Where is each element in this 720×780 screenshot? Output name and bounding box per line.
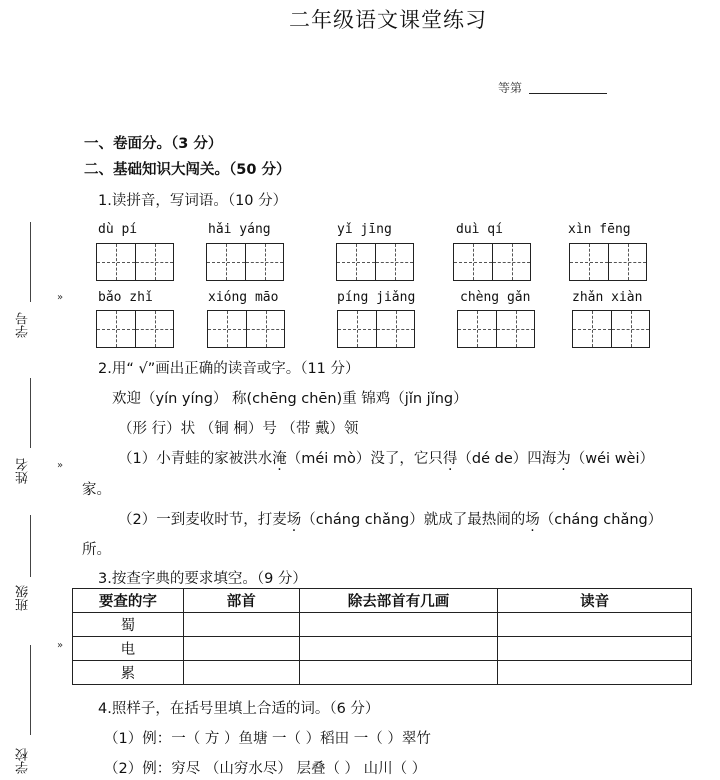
question-2-line-2[interactable]: （形 行）状 （铜 桐）号 （带 戴）领 <box>118 421 359 437</box>
answer-cell[interactable] <box>299 613 498 637</box>
margin-mark: » <box>57 640 64 651</box>
question-3-title: 3.按查字典的要求填空。（9 分） <box>98 571 307 587</box>
dotted-char: 淹 <box>272 451 287 467</box>
answer-cell[interactable] <box>183 637 299 661</box>
binding-line <box>30 378 31 448</box>
writing-grid[interactable] <box>207 310 285 348</box>
lookup-char: 蜀 <box>73 613 184 637</box>
pinyin-label: duì qí <box>456 222 503 237</box>
lookup-char: 累 <box>73 661 184 685</box>
grade-label: 等第 <box>498 81 523 95</box>
pinyin-label: xìn fēng <box>568 222 631 237</box>
column-header: 读音 <box>498 589 692 613</box>
binding-line <box>30 222 31 302</box>
margin-mark: » <box>57 460 64 471</box>
writing-grid[interactable] <box>453 243 531 281</box>
sidebar-label-school: 学校 <box>16 748 31 774</box>
item-text: （cháng chǎng）就成了最热闹的 <box>301 512 526 528</box>
dotted-char: 场 <box>286 512 302 528</box>
answer-cell[interactable] <box>498 661 692 685</box>
pinyin-label: dù pí <box>98 222 138 237</box>
question-2-item-1-continued: 家。 <box>82 482 111 498</box>
table-row <box>73 613 692 637</box>
dotted-char: 场 <box>525 512 540 528</box>
writing-grid[interactable] <box>337 310 415 348</box>
table-row <box>73 637 692 661</box>
question-2-item-2[interactable] <box>118 508 662 529</box>
dictionary-table <box>72 588 692 685</box>
item-text: （1）小青蛙的家被洪水 <box>118 451 273 467</box>
dotted-char: 得 <box>442 451 458 467</box>
pinyin-label: yǐ jīng <box>337 222 392 237</box>
question-2-item-1[interactable] <box>118 447 654 468</box>
column-header: 除去部首有几画 <box>299 589 498 613</box>
question-2-line-1[interactable]: 欢迎（yín yíng） 称(chēng chēn)重 锦鸡（jǐn jǐng） <box>112 391 468 407</box>
writing-grid[interactable] <box>206 243 284 281</box>
page-title: 二年级语文课堂练习 <box>289 8 487 32</box>
item-text: （méi mò）没了，它只 <box>286 451 443 467</box>
pinyin-label: xióng māo <box>208 290 279 305</box>
answer-cell[interactable] <box>498 613 692 637</box>
writing-grid[interactable] <box>572 310 650 348</box>
answer-cell[interactable] <box>183 661 299 685</box>
item-text: （2）一到麦收时节，打麦 <box>118 512 287 528</box>
pinyin-label: píng jiǎng <box>337 290 416 305</box>
pinyin-label: bǎo zhǐ <box>98 290 153 305</box>
question-4-line-1[interactable]: （1）例：一（ 方 ）鱼塘 一（ ）稻田 一（ ）翠竹 <box>104 731 431 747</box>
writing-grid[interactable] <box>96 243 174 281</box>
table-header-row <box>73 589 692 613</box>
writing-grid[interactable] <box>569 243 647 281</box>
column-header: 部首 <box>183 589 299 613</box>
question-4-title: 4.照样子，在括号里填上合适的词。（6 分） <box>98 701 380 717</box>
sidebar-label-student-number: 学号 <box>16 312 31 338</box>
sidebar-label-name: 姓名 <box>16 458 31 484</box>
item-text: （cháng chǎng） <box>539 512 663 528</box>
section-2-heading: 二、基础知识大闯关。（50 分） <box>84 162 291 178</box>
dotted-char: 为 <box>556 451 571 467</box>
answer-cell[interactable] <box>183 613 299 637</box>
answer-cell[interactable] <box>299 637 498 661</box>
pinyin-label: hǎi yáng <box>208 222 271 237</box>
column-header: 要查的字 <box>73 589 184 613</box>
binding-line <box>30 645 31 735</box>
question-2-item-2-continued: 所。 <box>82 542 111 558</box>
item-text: （wéi wèi） <box>570 451 655 467</box>
question-1-title: 1.读拼音，写词语。（10 分） <box>98 193 288 209</box>
pinyin-label: chèng gǎn <box>460 290 531 305</box>
margin-mark: » <box>57 292 64 303</box>
section-1-heading: 一、卷面分。（3 分） <box>84 136 223 152</box>
writing-grid[interactable] <box>96 310 174 348</box>
question-2-title: 2.用“ √”画出正确的读音或字。（11 分） <box>98 361 360 377</box>
writing-grid[interactable] <box>336 243 414 281</box>
lookup-char: 电 <box>73 637 184 661</box>
question-4-line-2[interactable]: （2）例：穷尽 （山穷水尽） 层叠（ ） 山川（ ） <box>104 761 427 777</box>
sidebar-label-class: 班级 <box>16 585 31 611</box>
pinyin-label: zhǎn xiàn <box>572 290 643 305</box>
item-text: （dé de）四海 <box>457 451 557 467</box>
answer-cell[interactable] <box>498 637 692 661</box>
binding-line <box>30 515 31 577</box>
grade-blank[interactable] <box>529 93 607 94</box>
writing-grid[interactable] <box>457 310 535 348</box>
answer-cell[interactable] <box>299 661 498 685</box>
table-row <box>73 661 692 685</box>
